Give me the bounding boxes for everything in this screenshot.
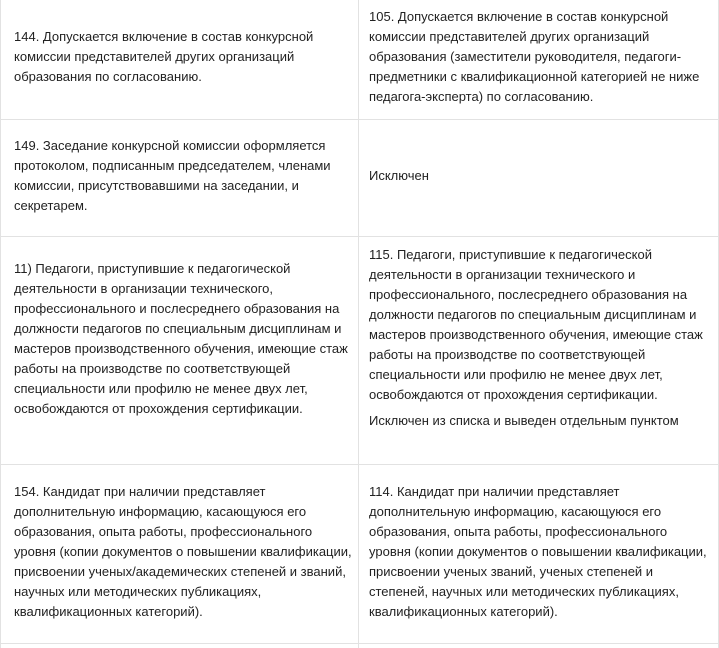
cell-text: 105. Допускается включение в состав конкурсной комиссии представителей других организаций образования (заместители руководителя, педагоги-предметники с квалификационной категорией не ниже педагога-эксперта) по согласованию. — [369, 9, 700, 104]
table-cell-left — [14, 259, 354, 419]
table-cell-right — [369, 482, 709, 622]
cell-note: Исключен из списка и выведен отдельным пунктом — [369, 413, 679, 428]
cell-text: Исключен — [369, 168, 429, 183]
cell-text: 144. Допускается включение в состав конкурсной комиссии представителей других организаций образования по согласованию. — [14, 29, 314, 84]
table-cell-left — [14, 136, 354, 216]
table-cell-right — [369, 166, 709, 186]
table-cell-left — [14, 482, 354, 622]
cell-text: 149. Заседание конкурсной комиссии оформляется протоколом, подписанным председателем, членами комиссии, присутствовавшими на заседании, и секретарем. — [14, 138, 331, 213]
table-cell-right — [369, 7, 709, 107]
row-divider — [1, 236, 719, 237]
row-divider — [1, 119, 719, 120]
table-cell-left — [14, 27, 354, 87]
row-divider — [1, 643, 719, 644]
row-divider — [1, 464, 719, 465]
table-cell-right — [369, 245, 709, 431]
column-divider — [358, 0, 359, 648]
cell-text: 115. Педагоги, приступившие к педагогической деятельности в организации технического и профессионального, послесреднего образования на должности педагогов по специальным дисциплинам и мастеров производственного обучения, имеющие стаж работы на производстве по соответствующей специальности или профилю не менее двух лет, освобождаются от прохождения сертификации. — [369, 247, 703, 402]
cell-text: 154. Кандидат при наличии представляет дополнительную информацию, касающуюся его образования, опыта работы, профессионального уровня (копии документов о повышении квалификации, присвоении ученых/академических степеней и званий, научных или методических публикациях, квалификационных категорий). — [14, 484, 352, 619]
cell-text: 11) Педагоги, приступившие к педагогической деятельности в организации технического, профессионального и послесреднего образования на должности педагогов по специальным дисциплинам и мастеров производственного обучения, имеющие стаж работы на производстве по соответствующей специальности или профилю не менее двух лет, освобождаются от прохождения сертификации. — [14, 261, 348, 416]
cell-text: 114. Кандидат при наличии представляет дополнительную информацию, касающуюся его образования, опыта работы, профессионального уровня (копии документов о повышении квалификации, присвоении ученых званий, ученых степеней и степеней, научных или методических публикациях, квалификационных категорий). — [369, 484, 707, 619]
